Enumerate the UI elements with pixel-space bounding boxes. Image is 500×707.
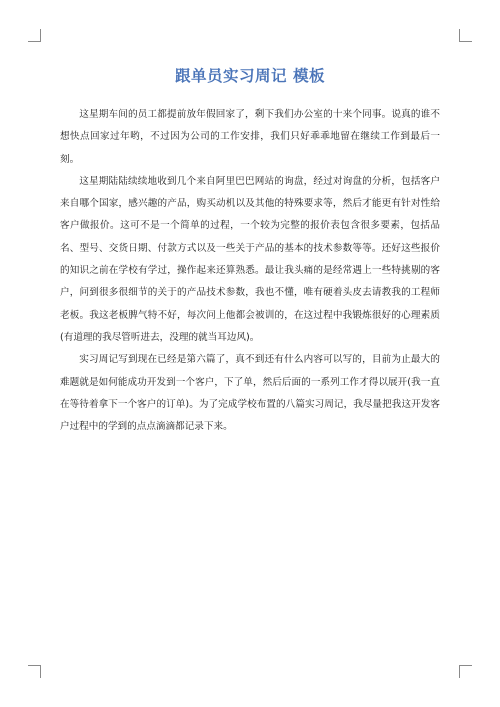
crop-mark-bottom-right-h bbox=[459, 665, 472, 666]
crop-mark-top-left-v bbox=[40, 29, 41, 42]
crop-mark-top-right-v bbox=[459, 29, 460, 42]
paragraph-3: 实习周记写到现在已经是第六篇了，真不到还有什么内容可以写的，目前为止最大的难题就是如何能成功开发到一个客户，下了单，然后后面的一系列工作才得以展开(我一直在等待着拿下一个客户的订单)。为了完成学校布置的八篇实习周记，我尽量把我这开发客户过程中的学到的点点滴滴都记录下来。 bbox=[60, 354, 440, 433]
crop-mark-top-right-h bbox=[459, 41, 472, 42]
paragraph-2: 这星期陆陆续续地收到几个来自阿里巴巴网站的询盘，经过对询盘的分析，包括客户来自哪个国家，感兴趣的产品，购买动机以及其他的特殊要求等，然后才能更有针对性给客户做报价。这可不是一个简单的过程，一个较为完整的报价表包含很多要素，包括品名、型号、交货日期、付款方式以及一些关于产品的基本的技术参数等等。还好这些报价的知识之前在学校有学过，操作起来还算熟悉。最让我头痛的是经常遇上一些特挑剔的客户，问到很多很细节的关于的产品技术参数，我也不懂，唯有硬着头皮去请教我的工程师老板。我这老板脾气特不好，每次问上他都会被训的，在这过程中我锻炼很好的心理素质(有道理的我尽管听进去，没理的就当耳边风)。 bbox=[60, 175, 440, 343]
document-body bbox=[60, 104, 440, 438]
crop-mark-bottom-right-v bbox=[459, 665, 460, 678]
document-title: 跟单员实习周记 模板 bbox=[175, 67, 325, 85]
paragraph-1: 这星期车间的员工都提前放年假回家了，剩下我们办公室的十来个同事。说真的谁不想快点回家过年哟，不过因为公司的工作安排，我们只好乖乖地留在继续工作到最后一刻。 bbox=[60, 109, 440, 165]
crop-mark-bottom-left-v bbox=[40, 665, 41, 678]
